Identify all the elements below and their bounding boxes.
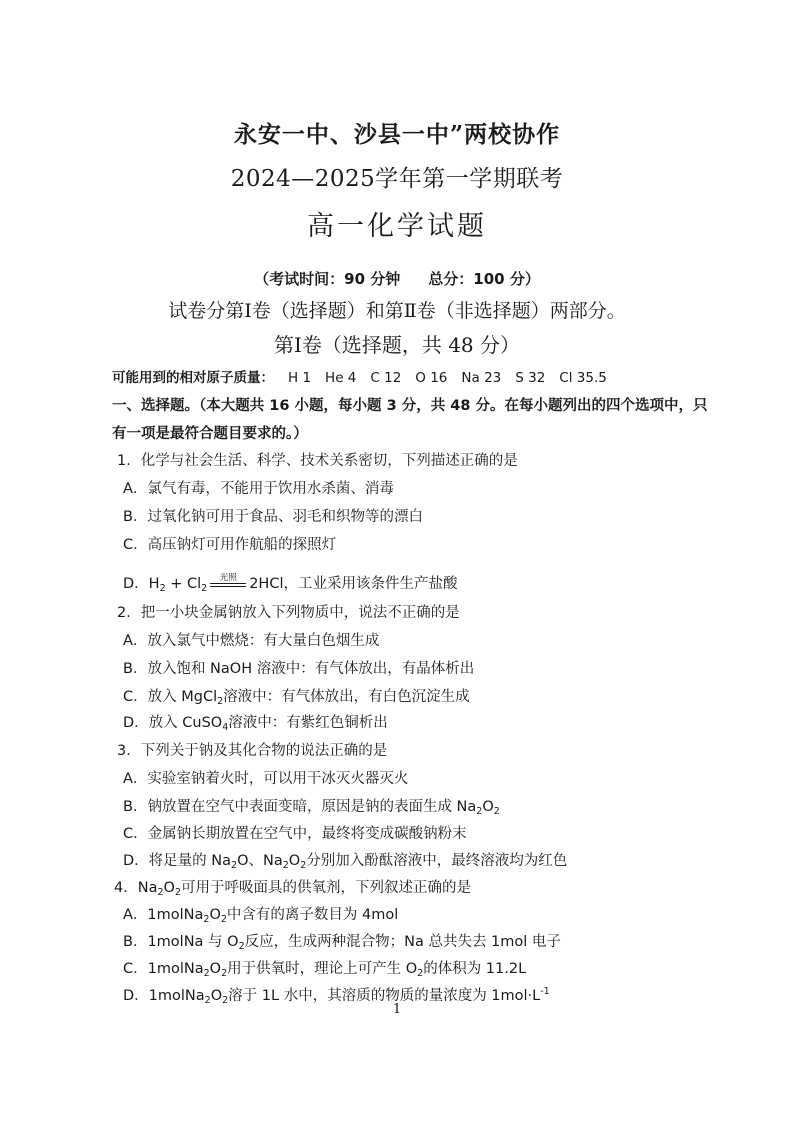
- question-1-stem: 1．化学与社会生活、科学、技术关系密切，下列描述正确的是: [117, 453, 518, 469]
- exam-total-score: 总分：100 分）: [428, 270, 540, 288]
- question-3-option-d: D．将足量的 $Na_2O$、$Na_2O_2$分别加入酚酞溶液中，最终溶液均为红色: [123, 853, 568, 871]
- question-3-stem: 3．下列关于钠及其化合物的说法正确的是: [117, 743, 388, 759]
- question-3-option-a: A．实验室钠着火时，可以用干冰灭火器灭火: [123, 771, 409, 787]
- question-2-option-d: D．放入 CuSO$_4$溶液中：有紫红色铜析出: [123, 715, 388, 733]
- question-2-option-b: B．放入饱和 NaOH 溶液中：有气体放出，有晶体析出: [123, 661, 475, 677]
- question-4-stem: 4．$Na_2O_2$可用于呼吸面具的供氧剂，下列叙述正确的是: [114, 880, 471, 898]
- school-header: 永安一中、沙县一中”两校协作: [233, 121, 561, 148]
- question-2-stem: 2．把一小块金属钠放入下列物质中，说法不正确的是: [117, 605, 460, 621]
- exam-title: 高一化学试题: [307, 211, 487, 242]
- question-4-option-b: B．1molNa 与 $O_2$反应，生成两种混合物；Na 总共失去 1mol 电子: [123, 934, 561, 952]
- question-1-option-c: C．高压钠灯可用作航船的探照灯: [123, 537, 337, 553]
- exam-info: [0, 268, 794, 289]
- atomic-mass-item: S 32: [515, 370, 546, 386]
- exam-term-header: 2024—2025学年第一学期联考: [230, 166, 564, 192]
- question-2-option-a: A．放入氯气中燃烧：有大量白色烟生成: [123, 633, 380, 649]
- part1-title: 第Ⅰ卷（选择题，共 48 分）: [273, 333, 521, 357]
- exam-time: （考试时间：90 分钟: [254, 270, 401, 288]
- atomic-mass-item: H 1: [288, 370, 312, 386]
- question-4-option-a: A．$1molNa_2O_2$中含有的离子数目为 4mol: [123, 907, 399, 925]
- section-instructions-line2: 有一项是最符合题目要求的。）: [112, 426, 308, 442]
- question-1-option-b: B．过氧化钠可用于食品、羽毛和织物等的漂白: [123, 509, 423, 525]
- question-3-option-b: B．钠放置在空气中表面变暗，原因是钠的表面生成 $Na_2O_2$: [123, 799, 500, 817]
- question-1-option-a: A．氯气有毒，不能用于饮用水杀菌、消毒: [123, 481, 394, 497]
- question-4-option-c: C．$1molNa_2O_2$用于供氧时，理论上可产生 $O_2$的体积为 11.2L: [123, 961, 527, 979]
- atomic-mass-item: O 16: [415, 370, 448, 386]
- atomic-masses-label: 可能用到的相对原子质量：: [112, 370, 274, 386]
- page-number: 1: [392, 1002, 402, 1017]
- paper-structure: 试卷分第Ⅰ卷（选择题）和第Ⅱ卷（非选择题）两部分。: [168, 300, 626, 322]
- reaction-condition-arrow: 光照: [210, 583, 246, 587]
- section-instructions-line1: 一、选择题。（本大题共 16 小题，每小题 3 分，共 48 分。在每小题列出的四个选项中，只: [112, 398, 708, 414]
- atomic-masses: [112, 366, 607, 386]
- question-4-option-d: D．$1molNa_2O_2$溶于 1L 水中，其溶质的物质的量浓度为 $1mol\cdot L^{-1}$: [123, 986, 550, 1006]
- atomic-mass-item: Na 23: [461, 370, 502, 386]
- atomic-mass-item: Cl 35.5: [559, 370, 607, 386]
- question-3-option-c: C．金属钠长期放置在空气中，最终将变成碳酸钠粉末: [123, 826, 467, 842]
- question-1-option-d: D．$H_2 + Cl_2$ 光照 2HCl，工业采用该条件生产盐酸: [123, 573, 458, 594]
- atomic-mass-item: He 4: [325, 370, 357, 386]
- atomic-mass-item: C 12: [370, 370, 402, 386]
- question-2-option-c: C．放入 MgCl$_2$溶液中：有气体放出，有白色沉淀生成: [123, 689, 470, 707]
